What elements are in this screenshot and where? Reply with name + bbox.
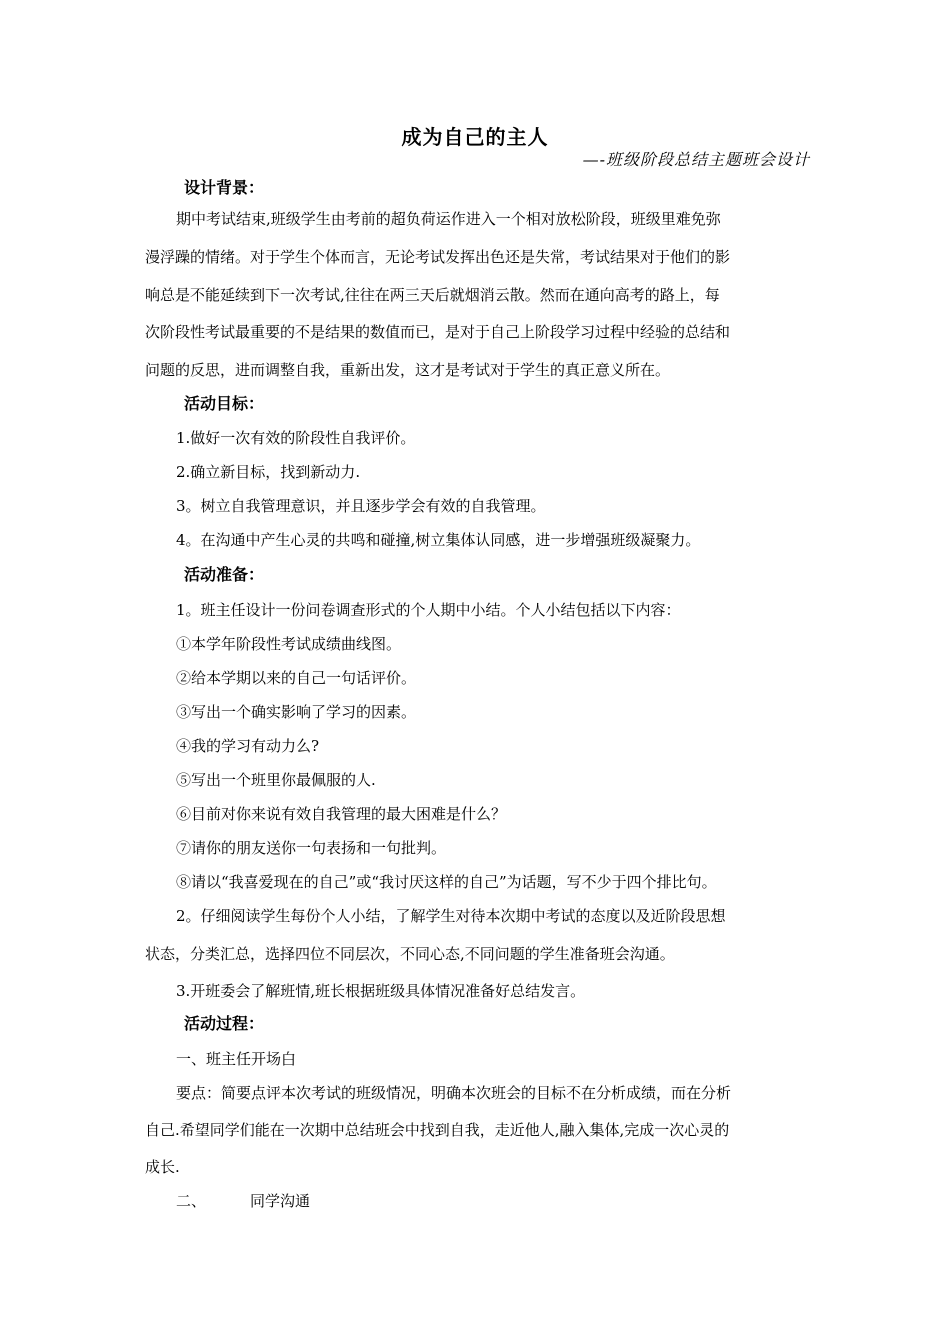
goal-item: 2.确立新目标，找到新动力.	[176, 463, 361, 481]
step-number: 二、	[176, 1192, 207, 1210]
background-line: 漫浮躁的情绪。对于学生个体而言，无论考试发挥出色还是失常，考试结果对于他们的影	[145, 248, 731, 266]
document-title: 成为自己的主人	[401, 125, 549, 149]
preparation-line: 3.开班委会了解班情,班长根据班级具体情况准备好总结发言。	[176, 982, 586, 1000]
background-line: 次阶段性考试最重要的不是结果的数值而已，是对于自己上阶段学习过程中经验的总结和	[145, 323, 731, 341]
preparation-line: ④我的学习有动力么?	[176, 737, 320, 755]
preparation-line: ⑧请以“我喜爱现在的自己”或“我讨厌这样的自己”为话题，写不少于四个排比句。	[176, 873, 717, 891]
background-line: 问题的反思，进而调整自我，重新出发，这才是考试对于学生的真正意义所在。	[145, 361, 671, 379]
preparation-line: ⑦请你的朋友送你一句表扬和一句批判。	[176, 839, 447, 857]
preparation-line: ②给本学期以来的自己一句话评价。	[176, 669, 417, 687]
process-line: 成长.	[145, 1158, 180, 1176]
process-line: 自己.希望同学们能在一次期中总结班会中找到自我，走近他人,融入集体,完成一次心灵的	[145, 1121, 730, 1139]
heading-process: 活动过程：	[184, 1014, 265, 1033]
goal-item: 3。树立自我管理意识，并且逐步学会有效的自我管理。	[176, 497, 546, 515]
preparation-line: ⑥目前对你来说有效自我管理的最大困难是什么？	[176, 805, 507, 823]
preparation-line: ⑤写出一个班里你最佩服的人.	[176, 771, 376, 789]
background-line: 期中考试结束,班级学生由考前的超负荷运作进入一个相对放松阶段，班级里难免弥	[176, 210, 721, 228]
preparation-line: 2。仔细阅读学生每份个人小结，了解学生对待本次期中考试的态度以及近阶段思想	[176, 907, 726, 925]
step-label: 同学沟通	[250, 1192, 311, 1210]
process-step-title: 一、班主任开场白	[176, 1050, 297, 1068]
background-line: 响总是不能延续到下一次考试,往往在两三天后就烟消云散。然而在通向高考的路上，每	[145, 286, 720, 304]
process-line: 要点：简要点评本次考试的班级情况，明确本次班会的目标不在分析成绩，而在分析	[176, 1084, 732, 1102]
preparation-line: 1。班主任设计一份问卷调查形式的个人期中小结。个人小结包括以下内容：	[176, 601, 681, 619]
goal-item: 4。在沟通中产生心灵的共鸣和碰撞,树立集体认同感，进一步增强班级凝聚力。	[176, 531, 701, 549]
heading-background: 设计背景：	[184, 178, 265, 197]
preparation-line: ①本学年阶段性考试成绩曲线图。	[176, 635, 402, 653]
process-step-title	[176, 1190, 310, 1212]
goal-item: 1.做好一次有效的阶段性自我评价。	[176, 429, 416, 447]
preparation-line: ③写出一个确实影响了学习的因素。	[176, 703, 417, 721]
heading-goals: 活动目标：	[184, 394, 265, 413]
heading-preparation: 活动准备：	[184, 565, 265, 584]
document-subtitle: —-班级阶段总结主题班会设计	[582, 150, 810, 169]
preparation-line: 状态，分类汇总，选择四位不同层次，不同心态,不同问题的学生准备班会沟通。	[145, 945, 675, 963]
